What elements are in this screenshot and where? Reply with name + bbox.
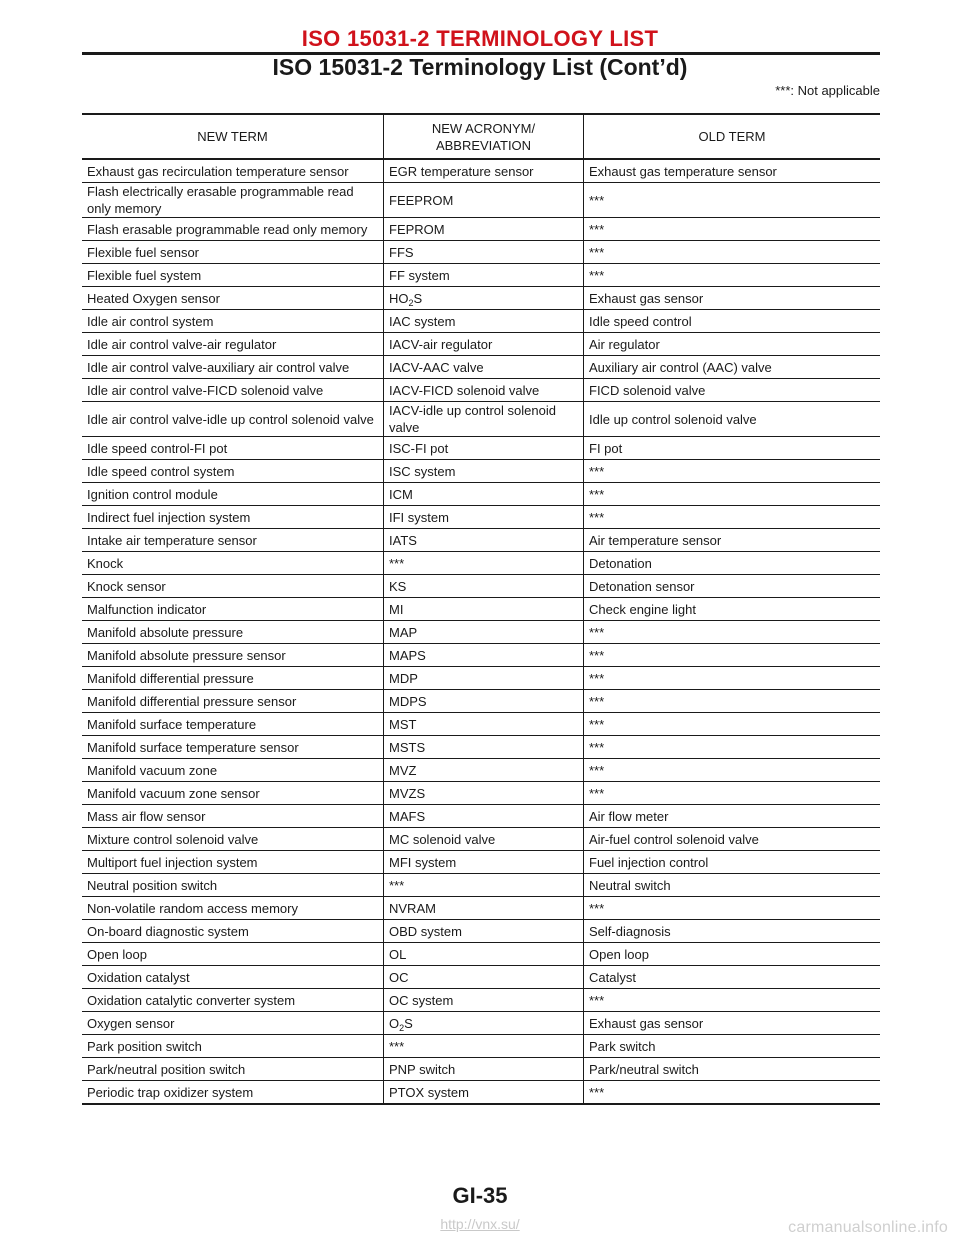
section-title: ISO 15031-2 TERMINOLOGY LIST bbox=[301, 26, 659, 51]
cell-new-term: Manifold vacuum zone bbox=[82, 759, 384, 782]
cell-acronym: IATS bbox=[384, 529, 584, 552]
cell-old-term: Idle speed control bbox=[584, 310, 881, 333]
cell-old-term: *** bbox=[584, 621, 881, 644]
cell-old-term: *** bbox=[584, 183, 881, 218]
page-title: ISO 15031-2 Terminology List (Cont’d) bbox=[272, 54, 688, 80]
cell-new-term: Idle speed control-FI pot bbox=[82, 437, 384, 460]
cell-old-term: *** bbox=[584, 218, 881, 241]
watermark-url: http://vnx.su/ bbox=[440, 1216, 520, 1232]
cell-new-term: Idle speed control system bbox=[82, 460, 384, 483]
cell-old-term: Catalyst bbox=[584, 966, 881, 989]
cell-acronym: NVRAM bbox=[384, 897, 584, 920]
cell-new-term: Knock sensor bbox=[82, 575, 384, 598]
table-row bbox=[82, 183, 880, 218]
cell-new-term: On-board diagnostic system bbox=[82, 920, 384, 943]
cell-old-term: Self-diagnosis bbox=[584, 920, 881, 943]
cell-new-term: Indirect fuel injection system bbox=[82, 506, 384, 529]
cell-old-term: Air-fuel control solenoid valve bbox=[584, 828, 881, 851]
cell-new-term: Manifold surface temperature sensor bbox=[82, 736, 384, 759]
cell-acronym: MAP bbox=[384, 621, 584, 644]
cell-acronym: MVZS bbox=[384, 782, 584, 805]
table-row bbox=[82, 690, 880, 713]
cell-old-term: Idle up control solenoid valve bbox=[584, 402, 881, 437]
cell-new-term: Oxidation catalyst bbox=[82, 966, 384, 989]
terminology-table bbox=[82, 113, 880, 1105]
table-row bbox=[82, 356, 880, 379]
table-row bbox=[82, 1081, 880, 1105]
table-row bbox=[82, 805, 880, 828]
cell-old-term: *** bbox=[584, 264, 881, 287]
cell-acronym: MDP bbox=[384, 667, 584, 690]
cell-acronym: FEPROM bbox=[384, 218, 584, 241]
table-header-row bbox=[82, 114, 880, 159]
page-number: GI-35 bbox=[452, 1183, 508, 1208]
cell-new-term: Oxidation catalytic converter system bbox=[82, 989, 384, 1012]
cell-old-term: Exhaust gas sensor bbox=[584, 287, 881, 310]
cell-acronym: FF system bbox=[384, 264, 584, 287]
table-row bbox=[82, 310, 880, 333]
cell-old-term: Neutral switch bbox=[584, 874, 881, 897]
cell-new-term: Manifold surface temperature bbox=[82, 713, 384, 736]
table-row bbox=[82, 483, 880, 506]
cell-acronym: *** bbox=[384, 1035, 584, 1058]
table-row bbox=[82, 218, 880, 241]
cell-new-term: Manifold absolute pressure sensor bbox=[82, 644, 384, 667]
table-body bbox=[82, 159, 880, 1104]
cell-new-term: Ignition control module bbox=[82, 483, 384, 506]
cell-new-term: Idle air control system bbox=[82, 310, 384, 333]
cell-acronym: MDPS bbox=[384, 690, 584, 713]
table-row bbox=[82, 874, 880, 897]
cell-acronym: OC system bbox=[384, 989, 584, 1012]
column-header-old-term: OLD TERM bbox=[698, 129, 766, 144]
cell-new-term: Flexible fuel sensor bbox=[82, 241, 384, 264]
cell-new-term: Mass air flow sensor bbox=[82, 805, 384, 828]
cell-acronym: PNP switch bbox=[384, 1058, 584, 1081]
cell-acronym: ISC-FI pot bbox=[384, 437, 584, 460]
cell-old-term: *** bbox=[584, 897, 881, 920]
cell-old-term: *** bbox=[584, 667, 881, 690]
cell-acronym: EGR temperature sensor bbox=[384, 159, 584, 183]
cell-old-term: FI pot bbox=[584, 437, 881, 460]
table-row bbox=[82, 736, 880, 759]
cell-new-term: Periodic trap oxidizer system bbox=[82, 1081, 384, 1105]
cell-acronym: IACV-idle up control solenoid valve bbox=[384, 402, 584, 437]
table-row bbox=[82, 506, 880, 529]
cell-new-term: Manifold absolute pressure bbox=[82, 621, 384, 644]
cell-new-term: Oxygen sensor bbox=[82, 1012, 384, 1035]
table-row bbox=[82, 851, 880, 874]
cell-acronym: ICM bbox=[384, 483, 584, 506]
cell-new-term: Manifold vacuum zone sensor bbox=[82, 782, 384, 805]
cell-acronym: OC bbox=[384, 966, 584, 989]
cell-new-term: Park/neutral position switch bbox=[82, 1058, 384, 1081]
table-row bbox=[82, 759, 880, 782]
cell-acronym: MFI system bbox=[384, 851, 584, 874]
cell-acronym: MC solenoid valve bbox=[384, 828, 584, 851]
terminology-table-container bbox=[82, 113, 880, 1105]
table-row bbox=[82, 1012, 880, 1035]
cell-new-term: Idle air control valve-air regulator bbox=[82, 333, 384, 356]
column-header-acronym: NEW ACRONYM/ ABBREVIATION bbox=[384, 114, 584, 159]
cell-new-term: Non-volatile random access memory bbox=[82, 897, 384, 920]
cell-acronym: OL bbox=[384, 943, 584, 966]
table-row bbox=[82, 598, 880, 621]
cell-acronym: IACV-AAC valve bbox=[384, 356, 584, 379]
column-header-new-term: NEW TERM bbox=[82, 114, 384, 159]
table-row bbox=[82, 713, 880, 736]
cell-acronym: $HO_2S$ bbox=[384, 287, 584, 310]
cell-acronym: MST bbox=[384, 713, 584, 736]
cell-new-term: Heated Oxygen sensor bbox=[82, 287, 384, 310]
cell-new-term: Mixture control solenoid valve bbox=[82, 828, 384, 851]
table-row bbox=[82, 379, 880, 402]
cell-new-term: Flash electrically erasable programmable read only memory bbox=[82, 183, 384, 218]
cell-acronym: IFI system bbox=[384, 506, 584, 529]
cell-new-term: Malfunction indicator bbox=[82, 598, 384, 621]
cell-acronym: KS bbox=[384, 575, 584, 598]
cell-acronym: ISC system bbox=[384, 460, 584, 483]
cell-new-term: Open loop bbox=[82, 943, 384, 966]
cell-acronym: $O_2S$ bbox=[384, 1012, 584, 1035]
cell-old-term: Fuel injection control bbox=[584, 851, 881, 874]
cell-new-term: Flexible fuel system bbox=[82, 264, 384, 287]
cell-new-term: Neutral position switch bbox=[82, 874, 384, 897]
cell-old-term: FICD solenoid valve bbox=[584, 379, 881, 402]
table-row bbox=[82, 241, 880, 264]
cell-acronym: FFS bbox=[384, 241, 584, 264]
table-row bbox=[82, 287, 880, 310]
cell-acronym: *** bbox=[384, 552, 584, 575]
table-row bbox=[82, 966, 880, 989]
cell-new-term: Exhaust gas recirculation temperature sensor bbox=[82, 159, 384, 183]
table-row bbox=[82, 897, 880, 920]
cell-old-term: Detonation sensor bbox=[584, 575, 881, 598]
cell-old-term: *** bbox=[584, 736, 881, 759]
cell-old-term: *** bbox=[584, 506, 881, 529]
cell-old-term: Detonation bbox=[584, 552, 881, 575]
cell-new-term: Idle air control valve-idle up control solenoid valve bbox=[82, 402, 384, 437]
cell-old-term: Air regulator bbox=[584, 333, 881, 356]
watermark-site: carmanualsonline.info bbox=[788, 1219, 948, 1236]
table-row bbox=[82, 529, 880, 552]
cell-acronym: *** bbox=[384, 874, 584, 897]
cell-old-term: *** bbox=[584, 989, 881, 1012]
cell-acronym: IAC system bbox=[384, 310, 584, 333]
table-row bbox=[82, 437, 880, 460]
cell-old-term: *** bbox=[584, 690, 881, 713]
cell-old-term: Auxiliary air control (AAC) valve bbox=[584, 356, 881, 379]
table-row bbox=[82, 943, 880, 966]
table-row bbox=[82, 667, 880, 690]
cell-old-term: Air flow meter bbox=[584, 805, 881, 828]
cell-old-term: *** bbox=[584, 241, 881, 264]
cell-acronym: FEEPROM bbox=[384, 183, 584, 218]
table-row bbox=[82, 402, 880, 437]
cell-old-term: Park switch bbox=[584, 1035, 881, 1058]
table-row bbox=[82, 782, 880, 805]
cell-old-term: *** bbox=[584, 759, 881, 782]
table-row bbox=[82, 1035, 880, 1058]
table-row bbox=[82, 460, 880, 483]
cell-new-term: Idle air control valve-auxiliary air control valve bbox=[82, 356, 384, 379]
cell-new-term: Knock bbox=[82, 552, 384, 575]
cell-acronym: MAPS bbox=[384, 644, 584, 667]
cell-acronym: IACV-air regulator bbox=[384, 333, 584, 356]
cell-new-term: Idle air control valve-FICD solenoid valve bbox=[82, 379, 384, 402]
cell-old-term: Open loop bbox=[584, 943, 881, 966]
cell-old-term: *** bbox=[584, 644, 881, 667]
table-row bbox=[82, 828, 880, 851]
table-row bbox=[82, 621, 880, 644]
table-row bbox=[82, 644, 880, 667]
cell-acronym: MI bbox=[384, 598, 584, 621]
cell-new-term: Intake air temperature sensor bbox=[82, 529, 384, 552]
cell-old-term: Park/neutral switch bbox=[584, 1058, 881, 1081]
table-row bbox=[82, 920, 880, 943]
cell-old-term: *** bbox=[584, 1081, 881, 1105]
cell-new-term: Manifold differential pressure sensor bbox=[82, 690, 384, 713]
cell-acronym: IACV-FICD solenoid valve bbox=[384, 379, 584, 402]
cell-acronym: MSTS bbox=[384, 736, 584, 759]
cell-old-term: *** bbox=[584, 713, 881, 736]
cell-old-term: Exhaust gas temperature sensor bbox=[584, 159, 881, 183]
table-row bbox=[82, 552, 880, 575]
cell-new-term: Multiport fuel injection system bbox=[82, 851, 384, 874]
cell-old-term: Air temperature sensor bbox=[584, 529, 881, 552]
cell-acronym: PTOX system bbox=[384, 1081, 584, 1105]
cell-acronym: MVZ bbox=[384, 759, 584, 782]
cell-old-term: Check engine light bbox=[584, 598, 881, 621]
cell-old-term: Exhaust gas sensor bbox=[584, 1012, 881, 1035]
not-applicable-note: ***: Not applicable bbox=[775, 83, 880, 98]
cell-old-term: *** bbox=[584, 483, 881, 506]
cell-new-term: Manifold differential pressure bbox=[82, 667, 384, 690]
table-row bbox=[82, 575, 880, 598]
cell-new-term: Flash erasable programmable read only memory bbox=[82, 218, 384, 241]
cell-acronym: MAFS bbox=[384, 805, 584, 828]
cell-acronym: OBD system bbox=[384, 920, 584, 943]
table-row bbox=[82, 264, 880, 287]
table-row bbox=[82, 989, 880, 1012]
cell-new-term: Park position switch bbox=[82, 1035, 384, 1058]
table-row bbox=[82, 159, 880, 183]
table-row bbox=[82, 1058, 880, 1081]
table-row bbox=[82, 333, 880, 356]
cell-old-term: *** bbox=[584, 782, 881, 805]
cell-old-term: *** bbox=[584, 460, 881, 483]
